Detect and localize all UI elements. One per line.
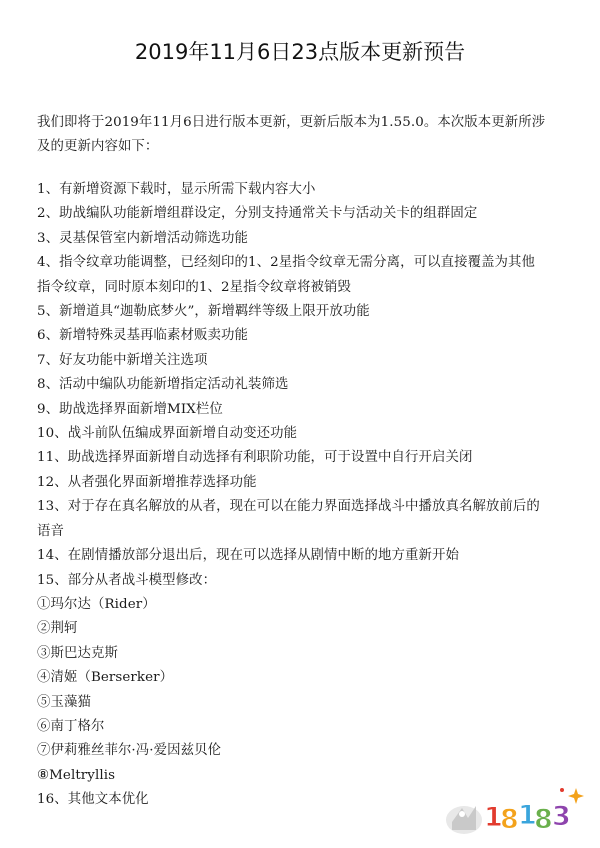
update-item: 指令纹章，同时原本刻印的1、2星指令纹章将被销毁 — [37, 279, 352, 295]
update-item: ⑦伊莉雅丝菲尔·冯·爱因兹贝伦 — [37, 743, 222, 759]
update-item: 11、助战选择界面新增自动选择有利职阶功能，可于设置中自行开启关闭 — [37, 450, 473, 466]
update-list — [37, 178, 585, 813]
svg-text:8: 8 — [534, 804, 553, 835]
update-item: ⑧Meltryllis — [37, 767, 116, 783]
svg-text:1: 1 — [484, 802, 503, 833]
update-item: ⑥南丁格尔 — [37, 718, 105, 734]
update-item: ⑤玉藻猫 — [37, 694, 91, 710]
logo-lettering — [484, 800, 571, 835]
intro-line: 及的更新内容如下： — [37, 139, 159, 154]
update-item: 14、在剧情播放部分退出后，现在可以选择从剧情中断的地方重新开始 — [37, 548, 459, 564]
update-item: 13、对于存在真名解放的从者，现在可以在能力界面选择战斗中播放真名解放前后的 — [37, 499, 540, 515]
update-item: 9、助战选择界面新增MIX栏位 — [37, 401, 223, 417]
intro-paragraph — [37, 111, 567, 159]
update-item: 10、战斗前队伍编成界面新增自动变还功能 — [37, 426, 298, 442]
update-item: ①玛尔达（Rider） — [37, 596, 156, 612]
update-item: 3、灵基保管室内新增活动筛选功能 — [37, 230, 248, 246]
update-item: ③斯巴达克斯 — [37, 645, 118, 661]
page-title: 2019年11月6日23点版本更新预告 — [134, 40, 466, 64]
update-item: 15、部分从者战斗模型修改： — [37, 572, 217, 588]
update-item: 12、从者强化界面新增推荐选择功能 — [37, 474, 257, 490]
update-item: 16、其他文本优化 — [37, 792, 149, 808]
intro-line: 我们即将于2019年11月6日进行版本更新，更新后版本为1.55.0。本次版本更新所涉 — [37, 115, 546, 130]
watermark-logo — [442, 778, 592, 840]
update-item: 2、助战编队功能新增组群设定，分别支持通常关卡与活动关卡的组群固定 — [37, 206, 478, 222]
svg-text:3: 3 — [552, 801, 571, 832]
update-item: 1、有新增资源下载时，显示所需下载内容大小 — [37, 182, 316, 197]
update-item: 语音 — [37, 523, 64, 539]
update-item: 6、新增特殊灵基再临素材贩卖功能 — [37, 328, 248, 344]
update-item: 4、指令纹章功能调整，已经刻印的1、2星指令纹章无需分离，可以直接覆盖为其他 — [37, 255, 536, 271]
update-item: 5、新增道具“迦勒底梦火”，新增羁绊等级上限开放功能 — [37, 304, 370, 320]
update-item: ④清姬（Berserker） — [37, 670, 174, 686]
svg-text:1: 1 — [518, 800, 537, 831]
logo-badge — [446, 806, 482, 834]
update-item: ②荆轲 — [37, 621, 78, 637]
update-item: 8、活动中编队功能新增指定活动礼装筛选 — [37, 377, 289, 393]
svg-text:8: 8 — [500, 804, 519, 835]
update-item: 7、好友功能中新增关注选项 — [37, 352, 208, 368]
